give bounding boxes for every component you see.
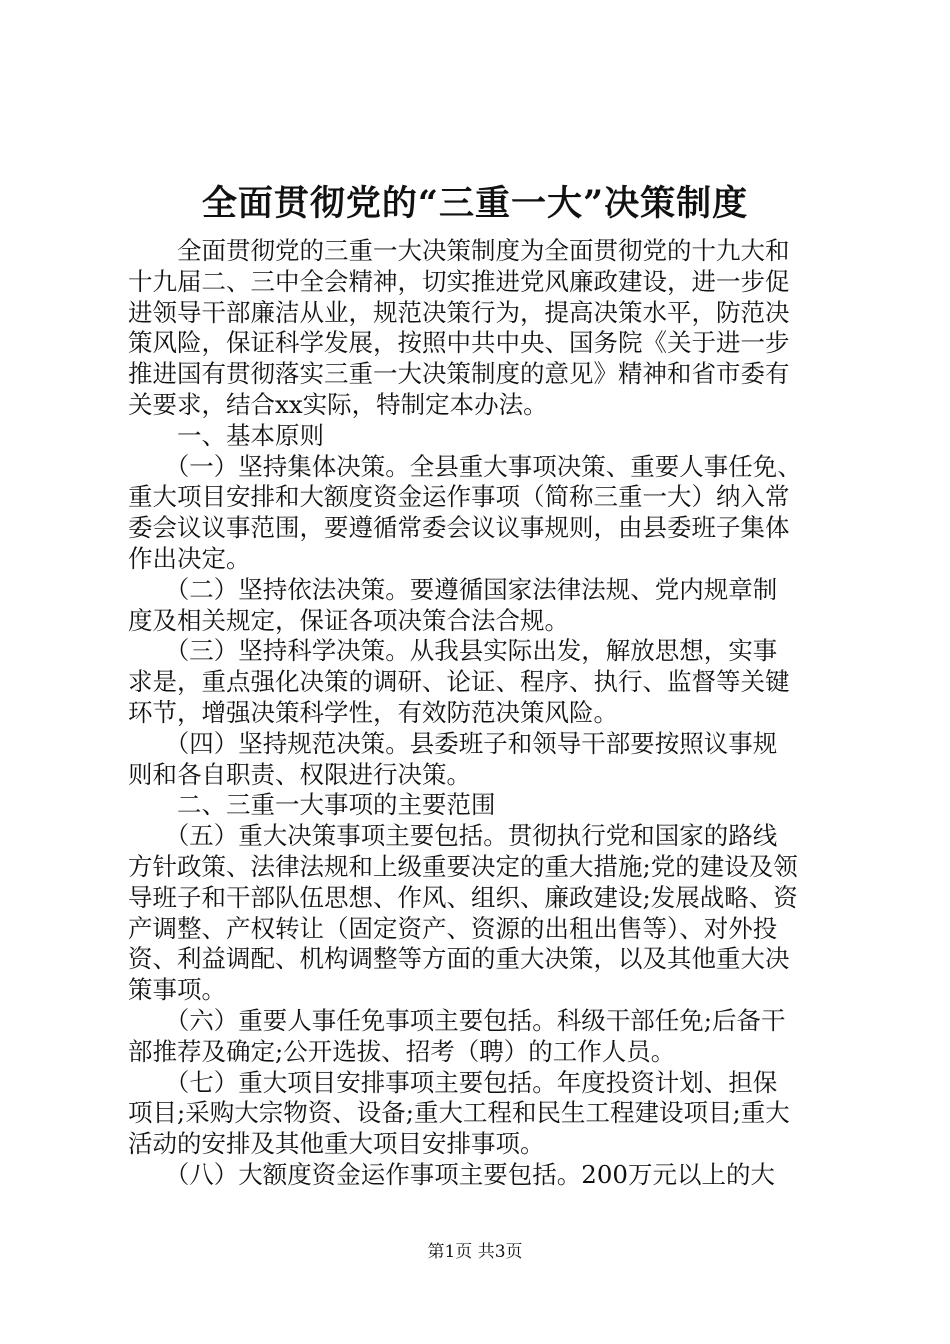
body-line: 求是，重点强化决策的调研、论证、程序、执行、监督等关键 bbox=[128, 667, 790, 697]
section-heading: 一、基本原则 bbox=[128, 420, 324, 450]
body-line: 重大项目安排和大额度资金运作事项（简称三重一大）纳入常 bbox=[128, 482, 790, 512]
body-line: 方针政策、法律法规和上级重要决定的重大措施;党的建设及领 bbox=[128, 851, 798, 881]
document-title: 全面贯彻党的“三重一大”决策制度 bbox=[201, 183, 749, 224]
body-line: 度及相关规定，保证各项决策合法合规。 bbox=[128, 605, 569, 635]
body-line: （七）重大项目安排事项主要包括。年度投资计划、担保 bbox=[128, 1067, 778, 1097]
body-line: 进领导干部廉洁从业，规范决策行为，提高决策水平，防范决 bbox=[128, 297, 790, 327]
body-line: （二）坚持依法决策。要遵循国家法律法规、党内规章制 bbox=[128, 574, 778, 604]
body-line: 全面贯彻党的三重一大决策制度为全面贯彻党的十九大和 bbox=[128, 236, 790, 265]
body-line: （三）坚持科学决策。从我县实际出发，解放思想，实事 bbox=[128, 636, 778, 666]
document-body bbox=[128, 236, 828, 1191]
body-line: 项目;采购大宗物资、设备;重大工程和民生工程建设项目;重大 bbox=[128, 1098, 790, 1128]
body-line: 资、利益调配、机构调整等方面的重大决策，以及其他重大决 bbox=[128, 944, 790, 974]
body-line: 环节，增强决策科学性，有效防范决策风险。 bbox=[128, 697, 618, 727]
body-line: （一）坚持集体决策。全县重大事项决策、重要人事任免、 bbox=[128, 451, 802, 481]
section-heading: 二、三重一大事项的主要范围 bbox=[128, 790, 496, 820]
body-line: 推进国有贯彻落实三重一大决策制度的意见》精神和省市委有 bbox=[128, 359, 790, 389]
body-line: （四）坚持规范决策。县委班子和领导干部要按照议事规 bbox=[128, 728, 778, 758]
body-line: （五）重大决策事项主要包括。贯彻执行党和国家的路线 bbox=[128, 821, 778, 851]
body-line: 则和各自职责、权限进行决策。 bbox=[128, 759, 471, 789]
body-line: 委会议议事范围，要遵循常委会议议事规则，由县委班子集体 bbox=[128, 513, 790, 543]
body-line: 产调整、产权转让（固定资产、资源的出租出售等）、对外投 bbox=[128, 913, 778, 943]
body-line: 策事项。 bbox=[128, 975, 226, 1005]
body-line: 作出决定。 bbox=[128, 543, 251, 573]
body-line: （六）重要人事任免事项主要包括。科级干部任免;后备干 bbox=[128, 1005, 786, 1035]
body-line: 活动的安排及其他重大项目安排事项。 bbox=[128, 1129, 545, 1159]
body-line: 导班子和干部队伍思想、作风、组织、廉政建设;发展战略、资 bbox=[128, 882, 798, 912]
body-line: 策风险，保证科学发展，按照中共中央、国务院《关于进一步 bbox=[128, 328, 790, 358]
body-line: 部推荐及确定;公开选拔、招考（聘）的工作人员。 bbox=[128, 1036, 676, 1066]
body-line: （八）大额度资金运作事项主要包括。200万元以上的大 bbox=[128, 1159, 776, 1189]
body-line: 十九届二、三中全会精神，切实推进党风廉政建设，进一步促 bbox=[128, 266, 790, 296]
page-footer: 第1页 共3页 bbox=[427, 1242, 523, 1262]
body-line: 关要求，结合xx实际，特制定本办法。 bbox=[128, 389, 548, 419]
